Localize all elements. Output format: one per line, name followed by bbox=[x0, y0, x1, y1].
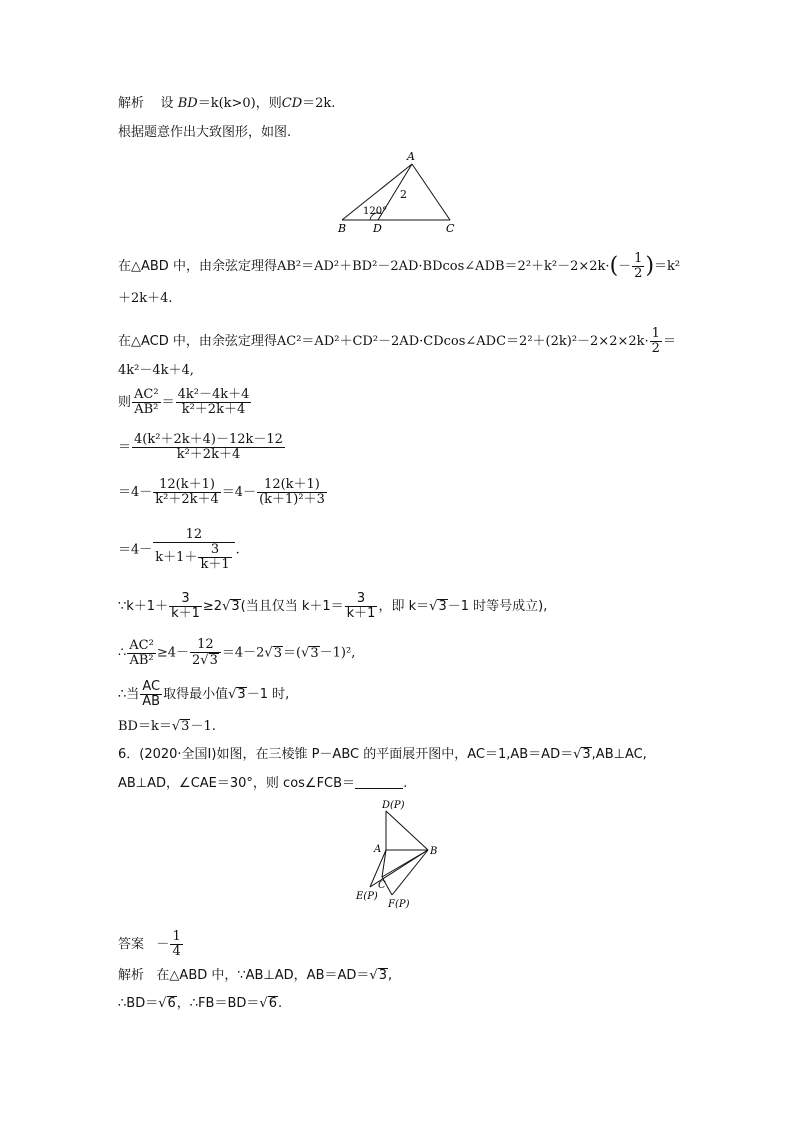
fb-equals: ，∴FB＝BD＝ bbox=[176, 996, 260, 1011]
ratio-expression bbox=[176, 388, 252, 417]
solution-line-5 bbox=[118, 327, 676, 356]
sqrt-radicand: 3 bbox=[209, 653, 218, 668]
vertex-c-label: C bbox=[378, 880, 386, 891]
period: . bbox=[235, 542, 240, 558]
inequality: ≥2 bbox=[202, 599, 223, 614]
fraction-2 bbox=[345, 592, 378, 621]
solution-label: 解析 bbox=[118, 968, 145, 983]
square-open: ＝( bbox=[282, 645, 302, 661]
solution-line-12: ∴ $\frac{\text{AC²}}{\text{AB²}}$ ≥4－ $\frac{12}{2√3}$ ＝4－2√3＝(√3－1)², bbox=[118, 637, 356, 668]
bd-equals: BD＝k＝ bbox=[118, 719, 172, 734]
sqrt-radicand: 3 bbox=[273, 645, 282, 661]
paren-close: ) bbox=[645, 253, 655, 279]
minimum-text: 取得最小值 bbox=[163, 687, 229, 702]
answer-blank[interactable] bbox=[355, 776, 403, 789]
fraction-numerator: 1 bbox=[634, 251, 643, 266]
fraction-denominator: k²＋2k＋4 bbox=[155, 492, 219, 507]
denominator-prefix: k＋1＋ bbox=[155, 550, 198, 565]
q6-solution-line-1: 解析 在△ABD 中，∵AB⊥AD，AB＝AD＝√3, bbox=[118, 968, 393, 983]
compound-denominator bbox=[153, 543, 234, 572]
answer-fraction bbox=[170, 930, 182, 959]
fraction-numerator: 3 bbox=[169, 592, 202, 607]
bound-fraction bbox=[190, 638, 221, 668]
fraction-numerator: AC² bbox=[134, 387, 159, 402]
fraction-half bbox=[632, 252, 644, 281]
vertex-a-label: A bbox=[407, 150, 415, 163]
sqrt-radicand: 3 bbox=[181, 719, 190, 734]
fraction-denominator: k²＋2k＋4 bbox=[176, 447, 241, 462]
solution-line-1 bbox=[118, 95, 335, 113]
question-stem-tail: ,AB⊥AC, bbox=[591, 747, 647, 762]
four-minus: ＝4－ bbox=[118, 485, 153, 500]
fraction-denominator: k＋1 bbox=[346, 606, 376, 621]
sqrt-radicand: 3 bbox=[310, 645, 319, 661]
fraction-denominator: AB² bbox=[129, 652, 154, 668]
vertex-b-label: B bbox=[430, 846, 438, 857]
vertex-dp-label: D(P) bbox=[382, 800, 405, 811]
question-stem-2: AB⊥AD，∠CAE＝30°，则 cos∠FCB＝ bbox=[118, 776, 356, 791]
set-text: 设 bbox=[160, 96, 174, 111]
fraction-2 bbox=[257, 478, 327, 507]
comma: , bbox=[387, 968, 393, 983]
var-cd: CD bbox=[281, 96, 303, 111]
fraction-denominator: 4 bbox=[172, 944, 181, 959]
solution-line-14: BD＝k＝√3－1. bbox=[118, 719, 216, 734]
pyramid-net-figure bbox=[352, 797, 452, 912]
four-minus-2: ＝4－ bbox=[221, 485, 257, 500]
solution-label: 解析 bbox=[118, 96, 145, 111]
therefore-sign: ∴ bbox=[118, 645, 127, 661]
fraction-numerator: 12(k＋1) bbox=[153, 478, 221, 493]
fraction-denominator: AB bbox=[142, 694, 161, 709]
sqrt-radicand: 3 bbox=[231, 599, 240, 614]
minimum-tail: －1 时, bbox=[246, 687, 290, 702]
denominator-coefficient: 2 bbox=[192, 653, 201, 668]
therefore-when: ∴当 bbox=[118, 687, 140, 702]
side-length-label: 2 bbox=[400, 188, 407, 201]
solution-line-2: 根据题意作出大致图形，如图. bbox=[118, 125, 292, 140]
triangle-figure bbox=[330, 148, 470, 234]
solution-line-11 bbox=[118, 592, 547, 621]
solution-line-6: 4k²－4k＋4, bbox=[118, 363, 194, 378]
solution-line-9 bbox=[118, 478, 328, 507]
question-stem: 6．(2020·全国Ⅰ)如图，在三棱锥 P－ABC 的平面展开图中，AC＝1,AB＝AD＝ bbox=[118, 747, 574, 762]
equality-condition: (当且仅当 k＋1＝ bbox=[240, 599, 344, 614]
compound-fraction bbox=[153, 528, 234, 572]
solution-line-3 bbox=[118, 252, 680, 281]
eq-k: ＝k(k>0)，则 bbox=[197, 96, 282, 111]
paren-open: ( bbox=[609, 253, 619, 279]
cosine-law-intro: 在△ABD 中，由余弦定理得 bbox=[118, 259, 277, 274]
cosine-law-ab: AB²＝AD²＋BD²－2AD·BDcos∠ADB＝2²＋k²－2×2k· bbox=[276, 259, 610, 274]
equals-sign: ＝ bbox=[662, 334, 676, 349]
sqrt-sign: √ bbox=[222, 599, 231, 614]
fraction-1 bbox=[169, 592, 202, 621]
fraction-denominator: 2√3 bbox=[192, 653, 218, 668]
solution-line-10 bbox=[118, 528, 240, 572]
fraction-denominator: AB² bbox=[134, 402, 159, 417]
vertex-c-label: C bbox=[446, 222, 455, 234]
fraction-numerator: 12 bbox=[153, 528, 234, 543]
fraction-denominator: k＋1 bbox=[171, 606, 200, 621]
cosine-law-ac: AC²＝AD²＋CD²－2AD·CDcos∠ADC＝2²＋(2k)²－2×2×2k· bbox=[276, 334, 649, 349]
bd-equals: ∴BD＝ bbox=[118, 996, 159, 1011]
fraction-numerator: 3 bbox=[198, 543, 231, 558]
fraction-denominator: k²＋2k＋4 bbox=[181, 402, 246, 417]
fraction-numerator: 3 bbox=[345, 592, 378, 607]
minus-sign: － bbox=[156, 937, 170, 952]
solution-text: 在△ABD 中，∵AB⊥AD，AB＝AD＝ bbox=[156, 968, 370, 983]
fraction-denominator: 2 bbox=[651, 341, 660, 356]
question-6-line-2 bbox=[118, 775, 407, 793]
cosine-law-intro-2: 在△ACD 中，由余弦定理得 bbox=[118, 334, 277, 349]
sqrt-radicand: 3 bbox=[438, 599, 447, 614]
k-equals: ，即 k＝ bbox=[378, 599, 430, 614]
angle-label: 120° bbox=[363, 206, 388, 217]
then-text: 则 bbox=[118, 395, 132, 410]
fraction-numerator: AC bbox=[140, 680, 162, 695]
fraction-numerator: 4(k²＋2k＋4)－12k－12 bbox=[134, 432, 283, 447]
fraction-numerator: AC² bbox=[129, 637, 154, 653]
answer-line bbox=[118, 930, 184, 959]
vertex-fp-label: F(P) bbox=[388, 899, 410, 910]
ratio-fraction bbox=[132, 388, 161, 417]
ratio-fraction bbox=[127, 639, 156, 668]
fraction-half-2 bbox=[650, 327, 662, 356]
result-tail: ＝k² bbox=[654, 259, 681, 274]
solution-line-7: 则 $\frac{\text{AC²}}{\text{AB²}}$ ＝ $\frac{\text{4k²－4k＋4}}{\text{k²＋2k＋4}}$ bbox=[118, 387, 250, 417]
vertex-d-label: D bbox=[373, 222, 382, 234]
inner-fraction bbox=[198, 543, 231, 572]
solution-line-13: ∴当 $\frac{AC}{AB}$ 取得最小值√3－1 时, bbox=[118, 679, 290, 709]
fraction-denominator: k＋1 bbox=[200, 557, 230, 572]
sqrt-radicand: 3 bbox=[378, 968, 387, 983]
sqrt-sign: √ bbox=[429, 599, 438, 614]
equals-sign: ＝ bbox=[118, 440, 132, 455]
expanded-fraction bbox=[132, 433, 285, 462]
four-minus: ＝4－ bbox=[118, 542, 153, 558]
question-6-line-1: 6．(2020·全国Ⅰ)如图，在三棱锥 P－ABC 的平面展开图中，AC＝1,AB＝AD＝√3,AB⊥AC, bbox=[118, 747, 647, 762]
square-close: －1)², bbox=[319, 645, 356, 661]
vertex-b-label: B bbox=[338, 222, 347, 234]
fraction-numerator: 1 bbox=[651, 326, 660, 341]
var-bd: BD bbox=[177, 96, 198, 111]
simplified: ＝4－2 bbox=[221, 645, 265, 661]
fraction-numerator: 12 bbox=[190, 638, 221, 653]
fraction-numerator: 4k²－4k＋4 bbox=[177, 387, 250, 402]
sqrt-radicand: 3 bbox=[582, 747, 591, 762]
fraction-1 bbox=[153, 478, 221, 507]
solution-line-4: ＋2k＋4. bbox=[118, 291, 173, 306]
period: . bbox=[403, 776, 408, 791]
sqrt-radicand: 6 bbox=[167, 996, 176, 1011]
vertex-a-label: A bbox=[374, 844, 382, 855]
eq-2k: ＝2k. bbox=[302, 96, 336, 111]
fraction-denominator: (k＋1)²＋3 bbox=[259, 492, 325, 507]
ratio-fraction bbox=[140, 680, 162, 709]
fraction-numerator: 12(k＋1) bbox=[257, 478, 327, 493]
fraction-numerator: 1 bbox=[172, 929, 181, 944]
fraction-denominator: 2 bbox=[634, 266, 643, 281]
q6-solution-line-2: ∴BD＝√6，∴FB＝BD＝√6. bbox=[118, 996, 283, 1011]
sqrt-radicand: 6 bbox=[268, 996, 277, 1011]
bd-tail: －1. bbox=[190, 719, 216, 734]
period: . bbox=[277, 996, 283, 1011]
minus-sign: － bbox=[618, 259, 632, 274]
inequality: ≥4－ bbox=[156, 645, 189, 661]
answer-label: 答案 bbox=[118, 937, 145, 952]
vertex-ep-label: E(P) bbox=[356, 891, 378, 902]
sqrt-radicand: 3 bbox=[237, 687, 246, 702]
because-text: ∵k＋1＋ bbox=[118, 599, 169, 614]
solution-line-8 bbox=[118, 433, 286, 462]
equality-tail: －1 时等号成立), bbox=[447, 599, 548, 614]
